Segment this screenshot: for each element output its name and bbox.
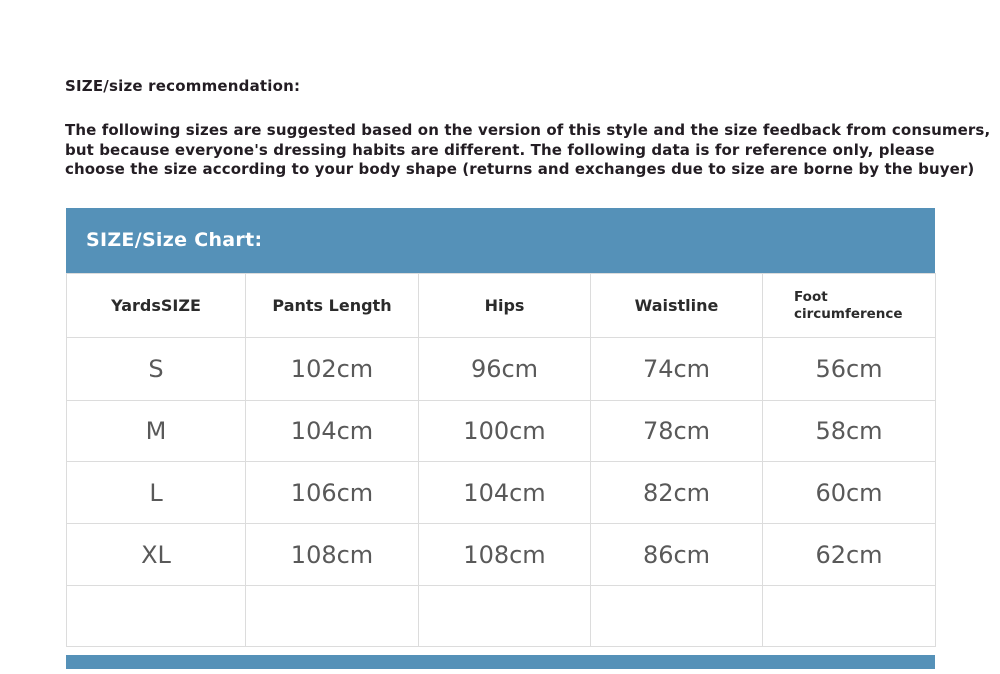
foot-circumference-cell: 60cm (763, 462, 936, 524)
recommendation-line-2: but because everyone's dressing habits are different. The following data is for reference only, please (65, 140, 935, 159)
recommendation-line-1: The following sizes are suggested based on the version of this style and the size feedback from consumers, (65, 121, 991, 139)
column-header-waistline: Waistline (591, 274, 763, 338)
table-row-size-s (67, 338, 936, 401)
empty-cell (419, 586, 591, 647)
column-header-hips: Hips (419, 274, 591, 338)
pants-length-cell: 106cm (246, 462, 419, 524)
foot-circumference-cell: 62cm (763, 524, 936, 586)
column-header-foot-circumference (763, 274, 936, 338)
hips-cell: 104cm (419, 462, 591, 524)
pants-length-cell: 104cm (246, 401, 419, 462)
table-row-size-m (67, 401, 936, 462)
size-recommendation-paragraph (65, 121, 990, 180)
size-chart-table (66, 273, 936, 647)
size-chart-banner (66, 208, 935, 273)
column-header-yards-size: YardsSIZE (67, 274, 246, 338)
foot-circumference-cell: 58cm (763, 401, 936, 462)
empty-cell (591, 586, 763, 647)
table-row-size-l (67, 462, 936, 524)
table-header-row (67, 274, 936, 338)
column-header-pants-length: Pants Length (246, 274, 419, 338)
waistline-cell: 78cm (591, 401, 763, 462)
foot-circumference-label: Foot circumference (794, 288, 903, 322)
hips-cell: 96cm (419, 338, 591, 401)
pants-length-cell: 108cm (246, 524, 419, 586)
size-recommendation-heading: SIZE/size recommendation: (65, 77, 301, 95)
size-chart-title: SIZE/Size Chart: (86, 229, 263, 251)
foot-circumference-cell: 56cm (763, 338, 936, 401)
table-row-empty (67, 586, 936, 647)
hips-cell: 100cm (419, 401, 591, 462)
waistline-cell: 74cm (591, 338, 763, 401)
recommendation-line-3: choose the size according to your body shape (returns and exchanges due to size are borne by the buyer) (65, 160, 975, 178)
bottom-accent-bar (66, 655, 935, 669)
empty-cell (763, 586, 936, 647)
empty-cell (67, 586, 246, 647)
size-label-cell: S (67, 338, 246, 401)
size-label-cell: M (67, 401, 246, 462)
size-label-cell: L (67, 462, 246, 524)
empty-cell (246, 586, 419, 647)
hips-cell: 108cm (419, 524, 591, 586)
table-row-size-xl (67, 524, 936, 586)
size-label-cell: XL (67, 524, 246, 586)
pants-length-cell: 102cm (246, 338, 419, 401)
waistline-cell: 82cm (591, 462, 763, 524)
waistline-cell: 86cm (591, 524, 763, 586)
